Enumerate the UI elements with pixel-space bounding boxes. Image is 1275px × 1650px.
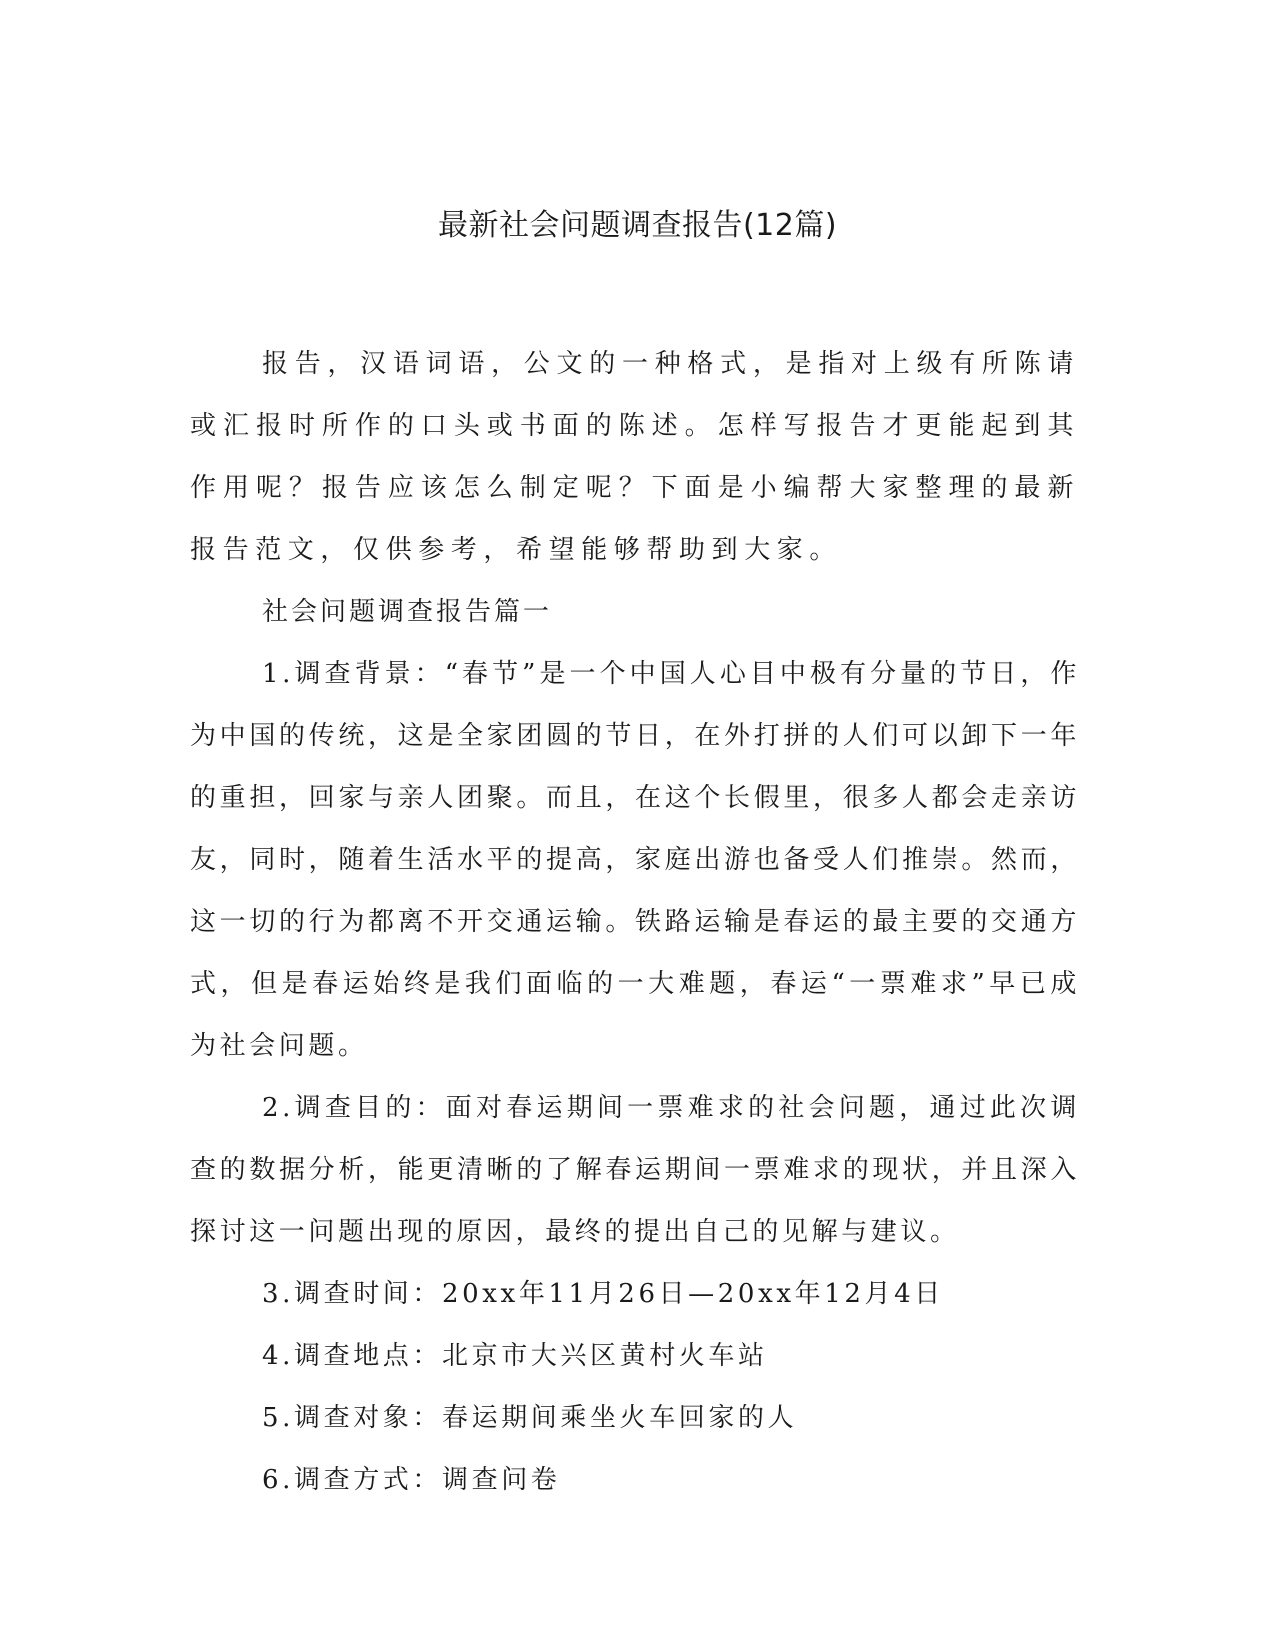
survey-background-paragraph: 1.调查背景：“春节”是一个中国人心目中极有分量的节日，作为中国的传统，这是全家团圆的节日，在外打拼的人们可以卸下一年的重担，回家与亲人团聚。而且，在这个长假里，很多人都会走亲访友，同时，随着生活水平的提高，家庭出游也备受人们推崇。然而，这一切的行为都离不开交通运输。铁路运输是春运的最主要的交通方式，但是春运始终是我们面临的一大难题，春运“一票难求”早已成为社会问题。: [190, 659, 1080, 1061]
survey-method-paragraph: 6.调查方式：调查问卷: [262, 1465, 561, 1495]
document-title: 最新社会问题调查报告(12篇): [437, 208, 838, 243]
survey-location-paragraph: 4.调查地点：北京市大兴区黄村火车站: [262, 1341, 768, 1371]
survey-subjects-paragraph: 5.调查对象：春运期间乘坐火车回家的人: [262, 1403, 798, 1433]
document-body: [190, 333, 1080, 1511]
intro-paragraph: 报告，汉语词语，公文的一种格式，是指对上级有所陈请或汇报时所作的口头或书面的陈述。怎样写报告才更能起到其作用呢？报告应该怎么制定呢？下面是小编帮大家整理的最新报告范文，仅供参考，希望能够帮助到大家。: [190, 349, 1080, 565]
survey-purpose-paragraph: 2.调查目的：面对春运期间一票难求的社会问题，通过此次调查的数据分析，能更清晰的了解春运期间一票难求的现状，并且深入探讨这一问题出现的原因，最终的提出自己的见解与建议。: [190, 1093, 1080, 1247]
survey-time-paragraph: 3.调查时间：20xx年11月26日—20xx年12月4日: [262, 1279, 944, 1309]
section-heading: 社会问题调查报告篇一: [262, 597, 553, 627]
